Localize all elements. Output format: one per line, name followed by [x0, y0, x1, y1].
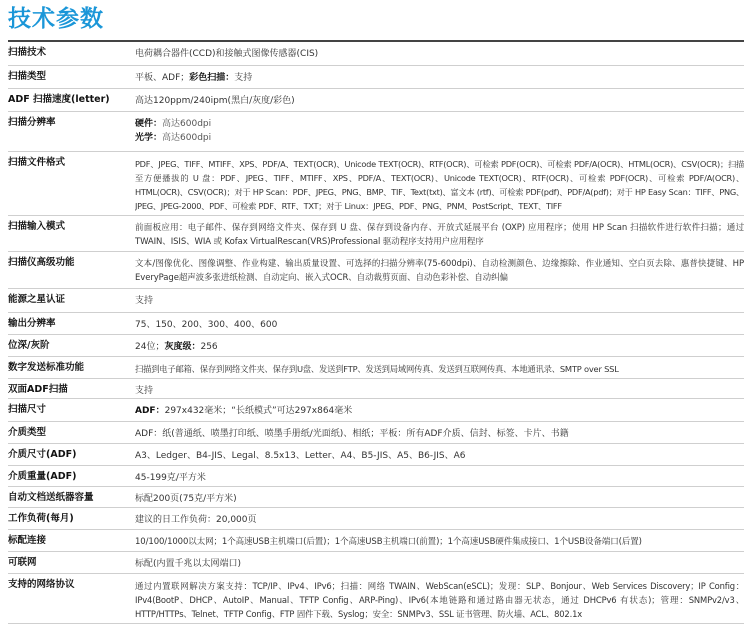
row-label: 数字发送标准功能: [8, 356, 135, 378]
row-label: 介质重量(ADF): [8, 465, 135, 486]
value-text: 支持: [234, 72, 253, 83]
table-row: [8, 251, 744, 288]
row-label: 扫描仪高级功能: [8, 251, 135, 288]
row-label: 标配连接: [8, 529, 135, 551]
row-value: 标配(内置千兆以太网端口): [135, 551, 744, 573]
value-text: 297x432毫米；“长纸模式”可达297x864毫米: [164, 405, 353, 416]
table-row: [8, 111, 744, 151]
table-row: [8, 465, 744, 486]
row-value: 文本/图像优化、图像调整、作业构建、输出质量设置、可选择的扫描分辨率(75-600dpi)、自动检测颜色、边缘擦除、作业通知、空白页去除、惠普快捷键、HP EveryPage超声波多张进纸检测、自动定向、嵌入式OCR、自动裁剪页面、自动色彩补偿、自动纠偏: [135, 251, 744, 288]
row-value: 支持: [135, 378, 744, 398]
sub-value: 高达600dpi: [162, 132, 212, 143]
table-row: [8, 529, 744, 551]
table-row: [8, 421, 744, 443]
table-row: [8, 65, 744, 88]
row-value: 前面板应用：电子邮件、保存到网络文件夹、保存到 U 盘、保存到设备内存、开放式延展平台 (OXP) 应用程序；使用 HP Scan 扫描软件进行软件扫描；通过 TWAIN、ISIS、WIA 或 Kofax VirtualRescan(VRS)Professional 驱动程序支持用户应用程序: [135, 215, 744, 251]
table-row: [8, 551, 744, 573]
row-label: 能源之星认证: [8, 288, 135, 312]
row-value: [135, 398, 744, 421]
row-value: 支持: [135, 288, 744, 312]
sub-item: [135, 131, 744, 145]
table-row: [8, 443, 744, 465]
row-label: ADF 扫描速度(letter): [8, 88, 135, 111]
row-value: 10/100/1000以太网；1个高速USB主机端口(后置)；1个高速USB主机端口(前置)；1个高速USB硬件集成接口、1个USB设备端口(后置): [135, 529, 744, 551]
row-value: 45-199克/平方米: [135, 465, 744, 486]
value-bold-label: ADF：: [135, 405, 165, 416]
table-row: [8, 312, 744, 334]
table-row: [8, 486, 744, 507]
value-bold-label: 彩色扫描：: [189, 72, 235, 83]
row-value: 扫描到电子邮箱、保存到网络文件夹、保存到U盘、发送到FTP、发送到局域网传真、发送到互联网传真、本地通讯录、SMTP over SSL: [135, 356, 744, 378]
row-value: [135, 334, 744, 356]
row-value: [135, 65, 744, 88]
row-label: 支持的网络协议: [8, 573, 135, 623]
spec-table: [8, 40, 744, 624]
sub-item: [135, 117, 744, 131]
row-label: 扫描技术: [8, 41, 135, 65]
row-label: 扫描类型: [8, 65, 135, 88]
table-row: [8, 398, 744, 421]
sub-key: 硬件：: [135, 118, 163, 129]
table-row: [8, 151, 744, 215]
row-label: 双面ADF扫描: [8, 378, 135, 398]
row-label: 位深/灰阶: [8, 334, 135, 356]
row-label: 输出分辨率: [8, 312, 135, 334]
table-row: [8, 356, 744, 378]
row-value: 建议的日工作负荷：20,000页: [135, 507, 744, 529]
row-label: 可联网: [8, 551, 135, 573]
table-row: [8, 507, 744, 529]
page-title: 技术参数: [8, 6, 104, 32]
row-label: 介质类型: [8, 421, 135, 443]
sub-key: 光学：: [135, 132, 163, 143]
row-label: 扫描文件格式: [8, 151, 135, 215]
row-value: [135, 111, 744, 151]
table-row: [8, 88, 744, 111]
row-label: 扫描分辨率: [8, 111, 135, 151]
row-label: 工作负荷(每月): [8, 507, 135, 529]
row-value: 标配200页(75克/平方米): [135, 486, 744, 507]
row-value: A3、Ledger、B4-JIS、Legal、8.5x13、Letter、A4、B5-JIS、A5、B6-JIS、A6: [135, 443, 744, 465]
row-value: 75、150、200、300、400、600: [135, 312, 744, 334]
table-row: [8, 215, 744, 251]
value-bold-label: 灰度级：: [164, 341, 201, 352]
row-label: 扫描尺寸: [8, 398, 135, 421]
table-row: [8, 378, 744, 398]
row-value: PDF、JPEG、TIFF、MTIFF、XPS、PDF/A、TEXT(OCR)、Unicode TEXT(OCR)、RTF(OCR)、可检索 PDF(OCR)、可检索 PDF/A(OCR)、HTML(OCR)、CSV(OCR)；扫描至方便播拔的 U 盘：PDF、JPEG、TIFF、MTIFF、XPS、PDF/A、TEXT(OCR)、Unicode TEXT(OCR)、RTF(OCR)、可检索 PDF(OCR)、可检索 PDF/A(OCR)、HTML(OCR)、CSV(OCR)；对于 HP Scan：PDF、JPEG、PNG、BMP、TIF、Text(txt)、富文本 (rtf)、可检索 PDF(pdf)、PDF/A(pdf)；对于 HP Easy Scan：TIFF、PNG、JPEG、JPEG-2000、PDF、可检索 PDF、RTF、TXT；对于 Linux：JPEG、PDF、PNG、PNM、PostScript、TEXT、TIFF: [135, 151, 744, 215]
table-row: [8, 41, 744, 65]
sub-value: 高达600dpi: [162, 118, 212, 129]
table-row: [8, 288, 744, 312]
table-row: [8, 573, 744, 623]
table-row: [8, 334, 744, 356]
value-text: 24位；: [135, 341, 165, 352]
value-text: 256: [200, 341, 218, 352]
row-value: ADF：纸(普通纸、喷墨打印纸、喷墨手册纸/光面纸)、相纸；平板：所有ADF介质、信封、标签、卡片、书籍: [135, 421, 744, 443]
row-label: 介质尺寸(ADF): [8, 443, 135, 465]
row-value: 通过内置联网解决方案支持：TCP/IP、IPv4、IPv6；扫描：网络 TWAIN、WebScan(eSCL)；发现：SLP、Bonjour、Web Services Discovery；IP Config：IPv4(BootP、DHCP、AutoIP、Manual、TFTP Config、ARP-Ping)、IPv6(本地链路和通过路由器无状态，通过 DHCPv6 有状态)；管理：SNMPv2/v3、HTTP/HTTPs、Telnet、TFTP Config、FTP 固件下载、Syslog；安全：SNMPv3、SSL 证书管理、防火墙、ACL、802.1x: [135, 573, 744, 623]
row-label: 扫描输入模式: [8, 215, 135, 251]
value-text: 平板、ADF；: [135, 72, 190, 83]
row-value: 高达120ppm/240ipm(黑白/灰度/彩色): [135, 88, 744, 111]
row-label: 自动文档送纸器容量: [8, 486, 135, 507]
row-value: 电荷耦合器件(CCD)和接触式图像传感器(CIS): [135, 41, 744, 65]
